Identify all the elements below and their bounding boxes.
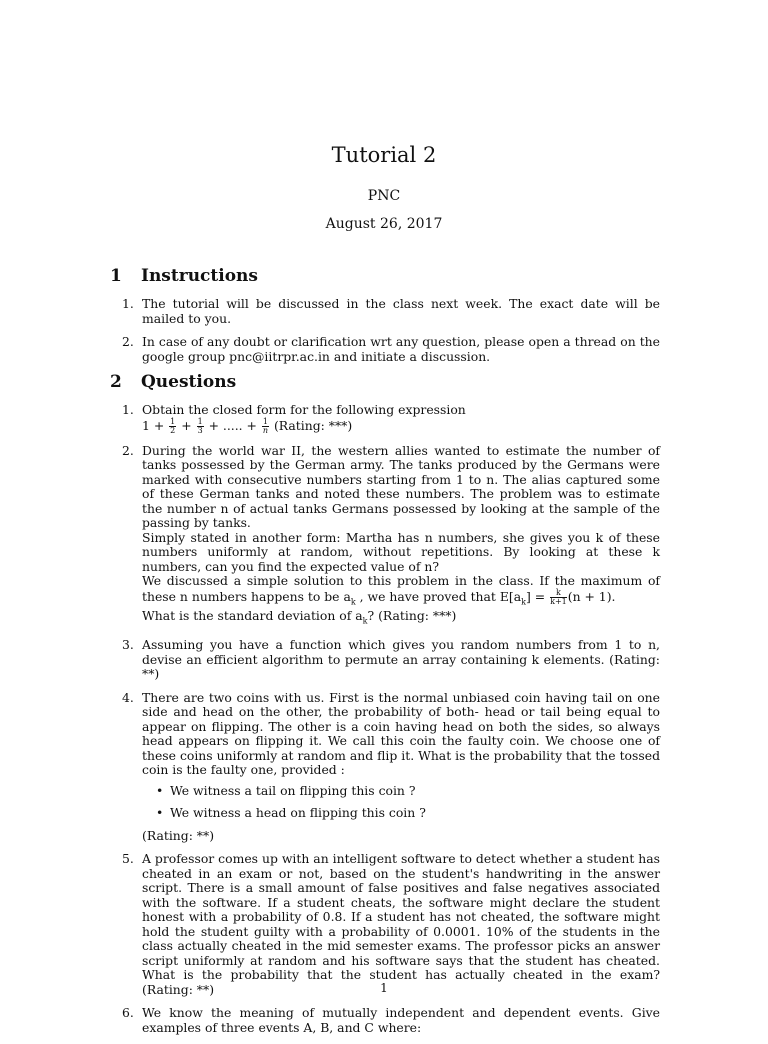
question-text: Obtain the closed form for the following expression	[142, 402, 466, 417]
expression-start: 1 +	[142, 417, 165, 433]
question-text: We know the meaning of mutually independent and dependent events. Give examples of three events A, B, and C where:	[142, 1005, 660, 1035]
bullet-list	[156, 784, 660, 821]
fraction-nth: $\frac{1}{n}$	[262, 416, 269, 435]
item-number: 6.	[122, 1005, 134, 1021]
section-number: 1	[110, 266, 122, 286]
page-number: 1	[380, 981, 388, 995]
document-author: PNC	[367, 188, 401, 204]
item-text: The tutorial will be discussed in the class next week. The exact date will be mailed to you.	[142, 296, 660, 326]
question-paragraph: Simply stated in another form: Martha has n numbers, she gives you k of these numbers uniformly at random, without repetitions. By looking at these k numbers, can you find the expected value of n?	[142, 529, 660, 574]
item-number: 5.	[122, 851, 134, 867]
question-3	[122, 638, 660, 682]
section-title: Instructions	[141, 266, 258, 286]
question-text: Assuming you have a function which gives you random numbers from 1 to n, devise an efficient algorithm to permute an array containing k elements. (Rating: **)	[142, 637, 660, 682]
instructions-list	[122, 297, 660, 373]
list-item	[122, 335, 660, 364]
item-number: 2.	[122, 334, 134, 349]
question-2: 2. During the world war II, the western allies wanted to estimate the number of tanks possessed by the German army. The tanks produced by the Germans were marked with consecutive numbers starting from 1 to n. The alias captured some of these German tanks and noted these numbers. The problem was to estimate the number n of actual tanks Germans possessed by looking at the sample of the passing by tanks. Simply stated in another form: Martha has n numbers, she gives you k of these numbers uniformly at random, without repetitions. By looking at these k numbers, can you find the expected value of n? We discussed a simple solution to this problem in the class. If the maximum of these n numbers happens to be $a_k$ , we have proved that $E[a_k]$ = $\frac{k}{k+1}$ (n + 1). What is the standard deviation of $a_k$? (Rating: ***)	[122, 442, 660, 626]
item-text: In case of any doubt or clarification wrt any question, please open a thread on the google group pnc@iitrpr.ac.in and initiate a discussion.	[142, 334, 660, 364]
question-4	[122, 691, 660, 844]
bullet-item: • We witness a head on flipping this coin ?	[156, 806, 660, 821]
fraction-third: $\frac{1}{3}$	[197, 416, 203, 435]
fraction-expectation: $\frac{k}{k+1}$	[550, 587, 567, 606]
rating: (Rating: **)	[142, 827, 215, 843]
rating: (Rating: ***)	[273, 417, 353, 433]
item-number: 1.	[122, 402, 134, 417]
question-5	[122, 852, 660, 997]
document-title: Tutorial 2	[331, 143, 437, 167]
question-1: 1. Obtain the closed form for the following expression 1 + $\frac{1}{2}$ + $\frac{1}{3}$ + ..... + $\frac{1}{n}$ (Rating: ***)	[122, 402, 466, 435]
item-number: 1.	[122, 296, 134, 311]
document-date: August 26, 2017	[325, 216, 443, 232]
section-heading-instructions	[110, 266, 258, 286]
question-text: A professor comes up with an intelligent software to detect whether a student has cheated in an exam or not, based on the student's handwriting in the answer script. There is a small amount of false positives and false negatives associated with the software. If a student cheats, the software might declare the student honest with a probability of 0.8. If a student has not cheated, the software might hold the student guilty with a probability of 0.0001. 10% of the students in the class actually cheated in the mid semester exams. The professor picks an answer script uniformly at random and his software says that the student has cheated. What is the probability that the student has actually cheated in the exam? (Rating: **)	[142, 851, 660, 997]
list-item	[122, 297, 660, 326]
section-heading-questions	[110, 372, 236, 392]
section-number: 2	[110, 372, 122, 392]
questions-list	[122, 403, 660, 1044]
question-paragraph: During the world war II, the western allies wanted to estimate the number of tanks possessed by the German army. The tanks produced by the Germans were marked with consecutive numbers starting from 1 to n. The alias captured some of these German tanks and noted these numbers. The problem was to estimate the number n of actual tanks Germans possessed by looking at the sample of the passing by tanks.	[142, 442, 660, 530]
bullet-item: • We witness a tail on flipping this coin ?	[156, 784, 660, 799]
question-6	[122, 1006, 660, 1035]
section-title: Questions	[141, 372, 237, 392]
fraction-half: $\frac{1}{2}$	[170, 416, 176, 435]
question-text: There are two coins with us. First is the normal unbiased coin having tail on one side and head on the other, the probability of both- head or tail being equal to appear on flipping. The other is a coin having head on both the sides, so always head appears on flipping it. We call this coin the faulty coin. We choose one of these coins uniformly at random and flip it. What is the probability that the tossed coin is the faulty one, provided :	[142, 689, 660, 778]
item-number: 3.	[122, 637, 134, 653]
item-number: 2.	[122, 442, 134, 458]
item-number: 4.	[122, 689, 134, 705]
